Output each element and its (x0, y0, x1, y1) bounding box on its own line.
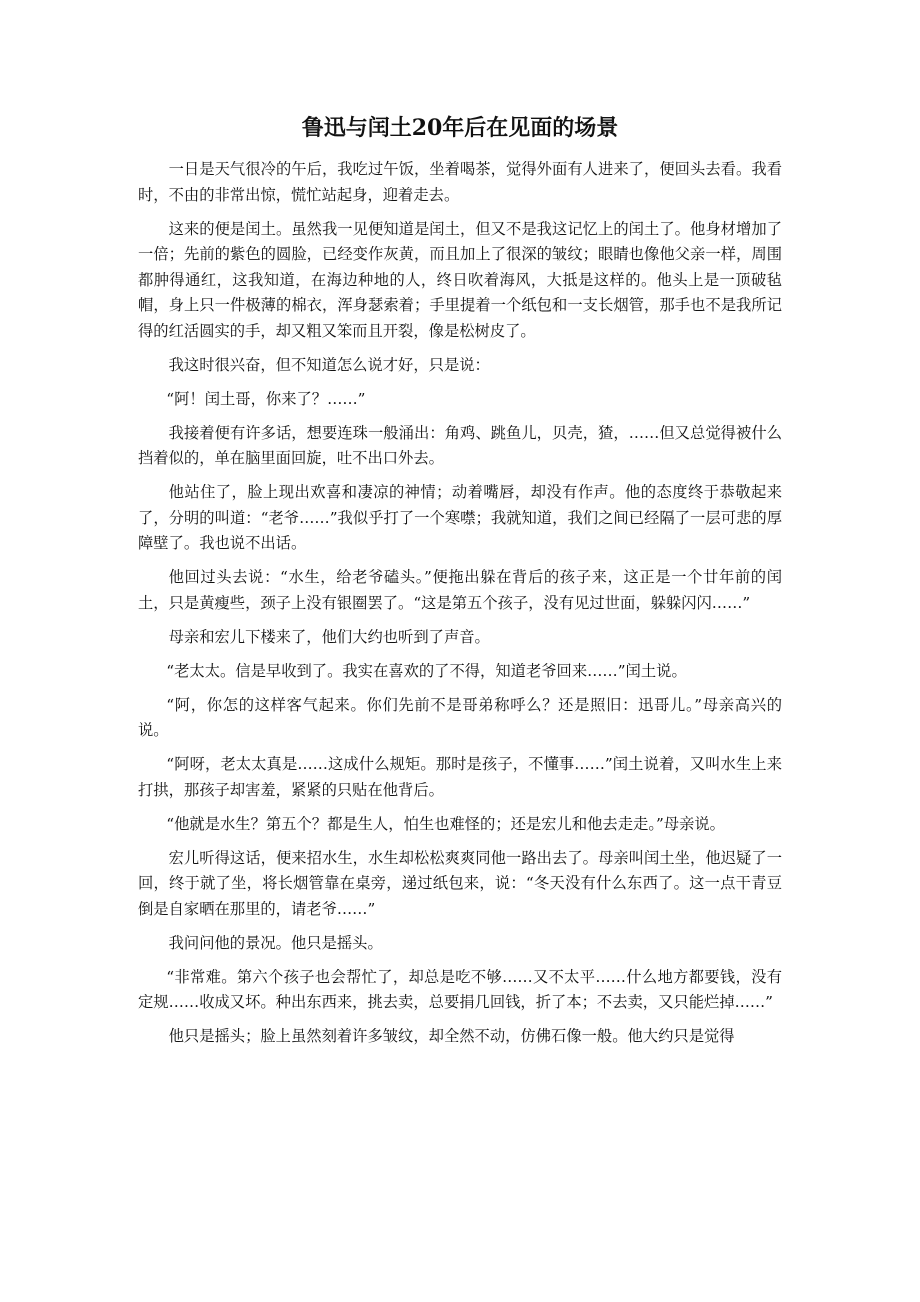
paragraph-1: 一日是天气很冷的午后，我吃过午饭，坐着喝茶，觉得外面有人进来了，便回头去看。我看时，不由的非常出惊，慌忙站起身，迎着走去。 (138, 160, 782, 204)
paragraph-6: 他站住了，脸上现出欢喜和凄凉的神情；动着嘴唇，却没有作声。他的态度终于恭敬起来了，分明的叫道：“老爷……”我似乎打了一个寒噤；我就知道，我们之间已经隔了一层可悲的厚障壁了。我也说不出话。 (138, 483, 782, 552)
document-body (138, 157, 782, 1058)
document-title: 鲁迅与闰土20年后在见面的场景 (301, 115, 619, 141)
paragraph-8: 母亲和宏儿下楼来了，他们大约也听到了声音。 (168, 627, 490, 646)
paragraph-14: 我问问他的景况。他只是摇头。 (168, 933, 383, 952)
paragraph-5: 我接着便有许多话，想要连珠一般涌出：角鸡、跳鱼儿，贝壳，猹，……但又总觉得被什么挡着似的，单在脑里面回旋，吐不出口外去。 (138, 423, 782, 467)
paragraph-7: 他回过头去说：“水生，给老爷磕头。”便拖出躲在背后的孩子来，这正是一个廿年前的闰土，只是黄瘦些，颈子上没有银圈罢了。“这是第五个孩子，没有见过世面，躲躲闪闪……” (138, 568, 782, 612)
paragraph-2: 这来的便是闰土。虽然我一见便知道是闰土，但又不是我这记忆上的闰土了。他身材增加了一倍；先前的紫色的圆脸，已经变作灰黄，而且加上了很深的皱纹；眼睛也像他父亲一样，周围都肿得通红，这我知道，在海边种地的人，终日吹着海风，大抵是这样的。他头上是一顶破毡帽，身上只一件极薄的棉衣，浑身瑟索着；手里提着一个纸包和一支长烟管，那手也不是我所记得的红活圆实的手，却又粗又笨而且开裂，像是松树皮了。 (138, 219, 782, 340)
paragraph-16: 他只是摇头；脸上虽然刻着许多皱纹，却全然不动，仿佛石像一般。他大约只是觉得 (168, 1027, 735, 1045)
paragraph-4: “阿！闰土哥，你来了？……” (166, 389, 366, 408)
paragraph-15: “非常难。第六个孩子也会帮忙了，却总是吃不够……又不太平……什么地方都要钱，没有定规……收成又坏。种出东西来，挑去卖，总要捐几回钱，折了本；不去卖，又只能烂掉……” (138, 967, 782, 1011)
paragraph-9: “老太太。信是早收到了。我实在喜欢的了不得，知道老爷回来……”闰土说。 (166, 661, 687, 680)
paragraph-13: 宏儿听得这话，便来招水生，水生却松松爽爽同他一路出去了。母亲叫闰土坐，他迟疑了一回，终于就了坐，将长烟管靠在桌旁，递过纸包来，说：“冬天没有什么东西了。这一点干青豆倒是自家晒在那里的，请老爷……” (138, 848, 782, 918)
paragraph-3: 我这时很兴奋，但不知道怎么说才好，只是说： (168, 355, 490, 374)
paragraph-10: “阿，你怎的这样客气起来。你们先前不是哥弟称呼么？还是照旧：迅哥儿。”母亲高兴的说。 (138, 695, 782, 739)
paragraph-12: “他就是水生？第五个？都是生人，怕生也难怪的；还是宏儿和他去走走。”母亲说。 (166, 814, 725, 833)
paragraph-11: “阿呀，老太太真是……这成什么规矩。那时是孩子，不懂事……”闰土说着，又叫水生上来打拱，那孩子却害羞，紧紧的只贴在他背后。 (138, 755, 782, 799)
